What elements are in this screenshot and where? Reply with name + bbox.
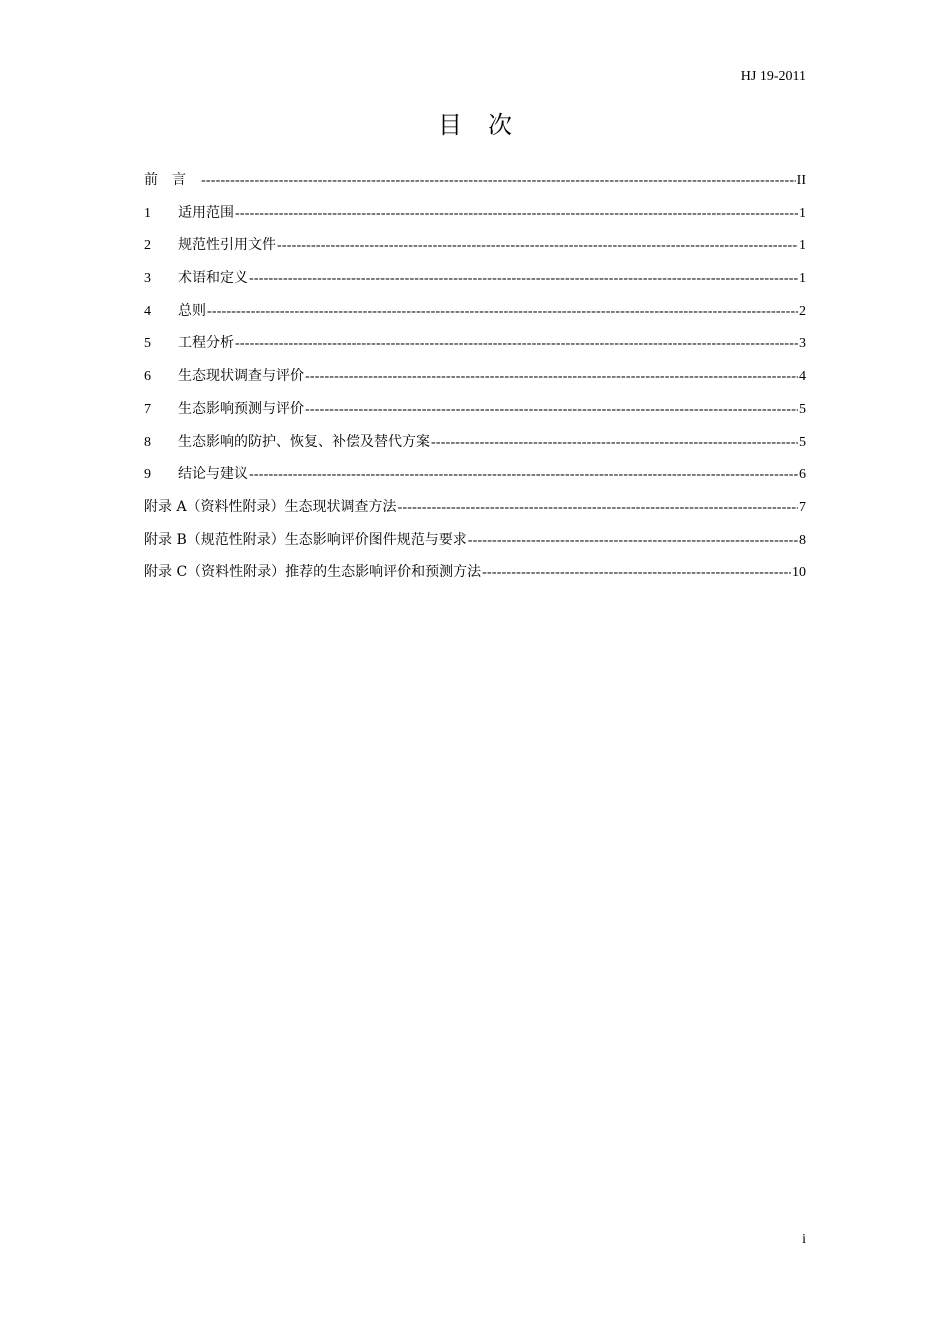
- toc-entry-label: 生态现状调查与评价: [178, 368, 304, 385]
- toc-dash-leader: [235, 332, 798, 356]
- toc-entry-label: 前言: [144, 172, 200, 188]
- toc-dash-leader: [249, 463, 798, 487]
- toc-entry-page: 2: [799, 303, 806, 319]
- toc-entry-number: 1: [144, 205, 151, 221]
- toc-entry-page: 8: [799, 532, 806, 548]
- toc-dash-leader: [305, 365, 798, 389]
- toc-entry[interactable]: [144, 168, 806, 201]
- toc-entry[interactable]: [144, 528, 806, 561]
- toc-entry[interactable]: [144, 364, 806, 397]
- toc-entry-page: 5: [799, 434, 806, 450]
- page-number: i: [802, 1232, 806, 1247]
- toc-entry-page: 5: [799, 401, 806, 417]
- toc-entry-page: 4: [799, 369, 806, 385]
- toc-dash-leader: [249, 267, 798, 291]
- toc-entry-page: 6: [799, 467, 806, 483]
- toc-entry-label: 工程分析: [178, 335, 234, 352]
- toc-entry-label: 附录 A（资料性附录）生态现状调查方法: [144, 498, 397, 515]
- toc-entry-label: 总则: [178, 302, 206, 319]
- toc-dash-leader: [305, 398, 798, 422]
- toc-entry-label: 附录 B（规范性附录）生态影响评价图件规范与要求: [144, 531, 467, 548]
- toc-dash-leader: [235, 202, 798, 226]
- toc-entry-number: 8: [144, 434, 151, 450]
- toc-entry-number: 4: [144, 303, 151, 319]
- toc-entry[interactable]: [144, 462, 806, 495]
- toc-entry-page: 10: [792, 565, 806, 581]
- toc-dash-leader: [482, 561, 791, 585]
- toc-dash-leader: [468, 529, 798, 553]
- toc-entry[interactable]: [144, 560, 806, 593]
- toc-entry[interactable]: [144, 430, 806, 463]
- toc-entry-label: 术语和定义: [178, 270, 248, 287]
- toc-entry[interactable]: [144, 331, 806, 364]
- standard-code: HJ 19-2011: [740, 69, 806, 84]
- toc-entry-number: 3: [144, 271, 151, 287]
- toc-entry-number: 2: [144, 238, 151, 254]
- toc-entry-label: 附录 C（资料性附录）推荐的生态影响评价和预测方法: [144, 564, 482, 581]
- toc-dash-leader: [277, 234, 798, 258]
- toc-entry-page: 3: [799, 336, 806, 352]
- toc-dash-leader: [201, 169, 796, 193]
- toc-entry[interactable]: [144, 397, 806, 430]
- toc-dash-leader: [398, 496, 798, 520]
- toc-entry-number: 7: [144, 401, 151, 417]
- toc-entry[interactable]: [144, 299, 806, 332]
- toc-dash-leader: [207, 300, 798, 324]
- toc-entry-page: II: [796, 173, 806, 188]
- toc-entry-label: 规范性引用文件: [178, 237, 276, 254]
- toc-entry-page: 1: [799, 271, 806, 287]
- page-title: 目次: [438, 111, 538, 139]
- toc-dash-leader: [431, 431, 798, 455]
- toc-entry-label: 适用范围: [178, 204, 234, 221]
- toc-entry-label: 生态影响的防护、恢复、补偿及替代方案: [178, 433, 430, 450]
- toc-entry[interactable]: [144, 233, 806, 266]
- table-of-contents: [144, 168, 806, 593]
- toc-entry-number: 6: [144, 369, 151, 385]
- toc-entry-label: 生态影响预测与评价: [178, 400, 304, 417]
- toc-entry-page: 1: [799, 205, 806, 221]
- toc-entry-page: 1: [799, 238, 806, 254]
- toc-entry[interactable]: [144, 266, 806, 299]
- toc-entry-page: 7: [799, 499, 806, 515]
- toc-entry-label: 结论与建议: [178, 466, 248, 483]
- toc-entry-number: 9: [144, 467, 151, 483]
- toc-entry[interactable]: [144, 201, 806, 234]
- toc-entry-number: 5: [144, 336, 151, 352]
- toc-entry[interactable]: [144, 495, 806, 528]
